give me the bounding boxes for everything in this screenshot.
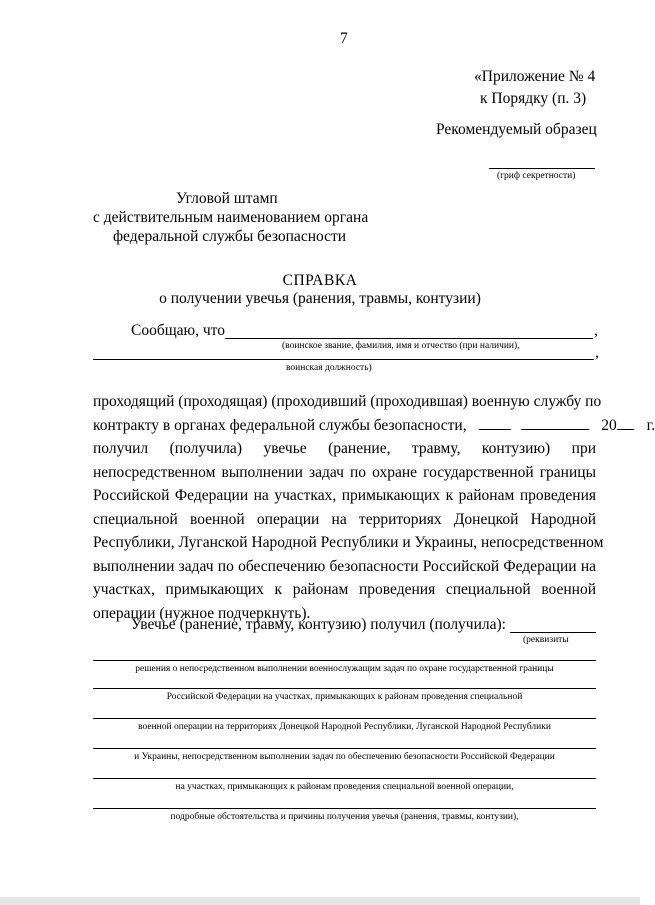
page-number: 7 — [340, 30, 348, 47]
footnote-1: решения о непосредственном выполнении военнослужащим задач по охране государственной границы — [135, 664, 554, 674]
footnote-6: подробные обстоятельства и причины получения увечья (ранения, травмы, контузии), — [170, 812, 519, 822]
page-bottom-edge — [0, 897, 640, 905]
body-line-2 — [93, 414, 655, 438]
field-line-3 — [93, 718, 596, 719]
stamp-line-2: с действительным наименованием органа — [93, 209, 369, 226]
position-hint: воинская должность) — [286, 363, 372, 373]
footnote-2: Российской Федерации на участках, примыкающих к районам проведения специальной — [166, 692, 523, 702]
footnote-3: военной операции на территориях Донецкой Народной Республики, Луганской Народной Республики — [138, 722, 551, 732]
injury-text: Увечье (ранение, травму, контузию) получил (получила): — [131, 616, 506, 633]
appendix-title: «Приложение № 4 — [474, 68, 596, 85]
field-line-5 — [93, 778, 596, 779]
body-paragraph — [93, 390, 655, 625]
secrecy-field-line — [489, 168, 595, 169]
comma-1: , — [594, 322, 598, 339]
recommended-sample-label: Рекомендуемый образец — [436, 121, 597, 138]
year-suffix-line — [617, 429, 634, 430]
year-abbr: г. — [646, 416, 655, 434]
comma-2: , — [595, 344, 599, 361]
report-prefix: Сообщаю, что — [131, 322, 225, 339]
date-day-line — [479, 429, 511, 430]
body-line-2-text: контракту в органах федеральной службы безопасности, — [93, 416, 467, 434]
name-hint: (воинское звание, фамилия, имя и отчество (при наличии), — [282, 341, 520, 351]
body-line-5: Российской Федерации на участках, примыкающих к районам проведения — [93, 487, 596, 504]
field-line-1 — [93, 660, 596, 661]
secrecy-hint: (гриф секретности) — [497, 171, 576, 181]
field-line-2 — [93, 688, 596, 689]
body-line-8: выполнении задач по обеспечению безопасности Российской Федерации на — [93, 557, 596, 575]
body-line-3: получил (получила) увечье (ранение, травму, контузию) при — [93, 440, 596, 457]
document-title: СПРАВКА — [282, 272, 358, 289]
body-line-7: Республики, Луганской Народной Республики и Украины, непосредственном — [93, 534, 604, 551]
body-line-6: специальной военной операции на территориях Донецкой Народной — [93, 510, 596, 528]
date-month-line — [521, 429, 589, 430]
body-line-9: участках, примыкающих к районам проведения специальной военной — [93, 581, 596, 598]
stamp-line-3: федеральной службы безопасности — [113, 228, 347, 245]
appendix-reference: к Порядку (п. 3) — [480, 90, 587, 107]
position-field-line — [93, 359, 594, 360]
injury-hint: (реквизиты — [523, 635, 569, 645]
injury-field-line — [510, 632, 596, 633]
stamp-line-1: Угловой штамп — [176, 190, 278, 207]
document-subtitle: о получении увечья (ранения, травмы, контузии) — [159, 290, 481, 307]
field-line-6 — [93, 808, 596, 809]
field-line-4 — [93, 748, 596, 749]
name-field-line — [225, 338, 593, 339]
body-line-1: проходящий (проходящая) (проходивший (проходившая) военную службу по — [93, 393, 602, 410]
body-line-4: непосредственном выполнении задач по охране государственной границы — [93, 463, 596, 481]
footnote-5: на участках, примыкающих к районам проведения специальной военной операции, — [175, 782, 514, 792]
footnote-4: и Украины, непосредственном выполнении задач по обеспечению безопасности Российской Федерации — [134, 752, 555, 762]
body-line-10: операции (нужное подчеркнуть). — [93, 604, 311, 622]
year-prefix: 20 — [601, 416, 617, 434]
